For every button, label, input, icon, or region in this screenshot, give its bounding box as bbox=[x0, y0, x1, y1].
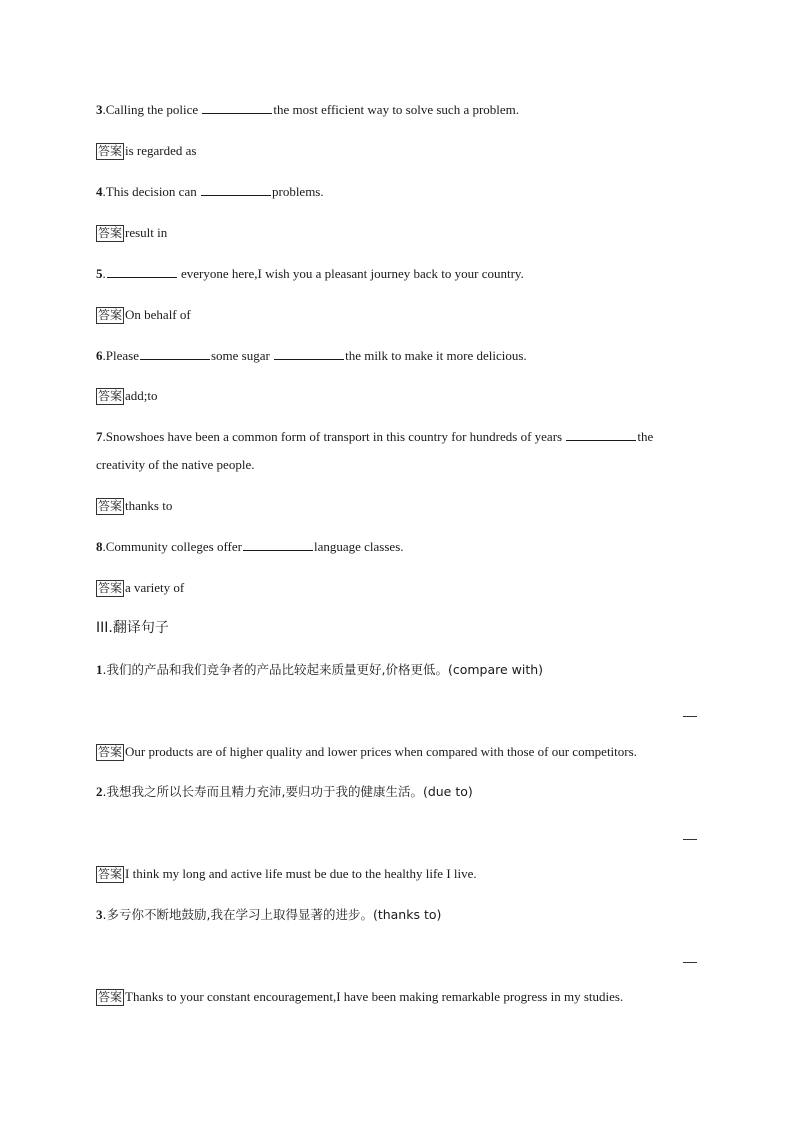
answer-blank bbox=[107, 265, 177, 278]
answer-line-end bbox=[683, 839, 697, 840]
question-text-pre: .Calling the police bbox=[102, 102, 202, 117]
answer-text: result in bbox=[125, 225, 168, 240]
translation-prompt: .我们的产品和我们竞争者的产品比较起来质量更好,价格更低。(compare with) bbox=[102, 662, 544, 677]
question-number: 4 bbox=[96, 184, 103, 199]
translation-number: 3 bbox=[96, 907, 103, 922]
answer-text: is regarded as bbox=[125, 143, 197, 158]
question-text-post: the bbox=[637, 429, 654, 444]
translation-answer-3 bbox=[96, 988, 623, 1006]
answer-badge: 答案 bbox=[98, 226, 123, 240]
answer-text: On behalf of bbox=[125, 307, 191, 322]
answer-blank bbox=[202, 101, 272, 114]
question-7 bbox=[96, 428, 653, 446]
answer-7 bbox=[96, 497, 172, 515]
question-number: 6 bbox=[96, 348, 103, 363]
answer-line-end bbox=[683, 962, 697, 963]
answer-text: thanks to bbox=[125, 498, 173, 513]
translation-2 bbox=[96, 783, 473, 801]
translation-1 bbox=[96, 661, 543, 679]
question-8 bbox=[96, 538, 404, 556]
answer-badge: 答案 bbox=[98, 990, 123, 1004]
answer-4 bbox=[96, 224, 167, 242]
question-number: 3 bbox=[96, 102, 103, 117]
question-text-post: language classes. bbox=[313, 539, 404, 554]
translation-number: 1 bbox=[96, 662, 103, 677]
question-5 bbox=[96, 265, 524, 283]
translation-3 bbox=[96, 906, 441, 924]
question-text-post: the milk to make it more delicious. bbox=[345, 348, 527, 363]
question-3 bbox=[96, 101, 519, 119]
question-number: 5 bbox=[96, 266, 103, 281]
question-text-post: the most efficient way to solve such a problem. bbox=[273, 102, 520, 117]
answer-badge: 答案 bbox=[98, 308, 123, 322]
question-text-pre: .This decision can bbox=[102, 184, 200, 199]
answer-blank bbox=[201, 183, 271, 196]
answer-text: Thanks to your constant encouragement,I have been making remarkable progress in my studies. bbox=[125, 989, 624, 1004]
question-text-pre: . bbox=[102, 266, 106, 281]
answer-blank bbox=[274, 347, 344, 360]
answer-text: add;to bbox=[125, 388, 158, 403]
translation-number: 2 bbox=[96, 784, 103, 799]
answer-text: Our products are of higher quality and lower prices when compared with those of our competitors. bbox=[125, 744, 637, 759]
answer-badge: 答案 bbox=[98, 867, 123, 881]
question-6 bbox=[96, 347, 527, 365]
answer-blank bbox=[243, 538, 313, 551]
translation-prompt: .多亏你不断地鼓励,我在学习上取得显著的进步。(thanks to) bbox=[102, 907, 442, 922]
question-text-post: problems. bbox=[271, 184, 324, 199]
answer-5 bbox=[96, 306, 191, 324]
answer-6 bbox=[96, 387, 158, 405]
section-title: III.翻译句子 bbox=[96, 620, 169, 636]
question-number: 7 bbox=[96, 429, 103, 444]
answer-text: I think my long and active life must be due to the healthy life I live. bbox=[125, 866, 477, 881]
question-7-line2 bbox=[96, 456, 254, 474]
answer-badge: 答案 bbox=[98, 144, 123, 158]
translation-answer-1 bbox=[96, 743, 637, 761]
question-text-mid: some sugar bbox=[210, 348, 274, 363]
answer-blank bbox=[566, 428, 636, 441]
question-text-post: everyone here,I wish you a pleasant journey back to your country. bbox=[177, 266, 524, 281]
translation-prompt: .我想我之所以长寿而且精力充沛,要归功于我的健康生活。(due to) bbox=[102, 784, 473, 799]
question-text-pre: .Please bbox=[102, 348, 139, 363]
question-text-line2: creativity of the native people. bbox=[96, 457, 255, 472]
answer-blank bbox=[140, 347, 210, 360]
answer-badge: 答案 bbox=[98, 745, 123, 759]
question-text-pre: .Community colleges offer bbox=[102, 539, 242, 554]
answer-3 bbox=[96, 142, 196, 160]
question-number: 8 bbox=[96, 539, 103, 554]
question-4 bbox=[96, 183, 324, 201]
answer-8 bbox=[96, 579, 184, 597]
answer-line-end bbox=[683, 716, 697, 717]
answer-text: a variety of bbox=[125, 580, 185, 595]
translation-answer-2 bbox=[96, 865, 477, 883]
answer-badge: 答案 bbox=[98, 389, 123, 403]
answer-badge: 答案 bbox=[98, 581, 123, 595]
question-text-pre: .Snowshoes have been a common form of transport in this country for hundreds of years bbox=[102, 429, 566, 444]
answer-badge: 答案 bbox=[98, 499, 123, 513]
